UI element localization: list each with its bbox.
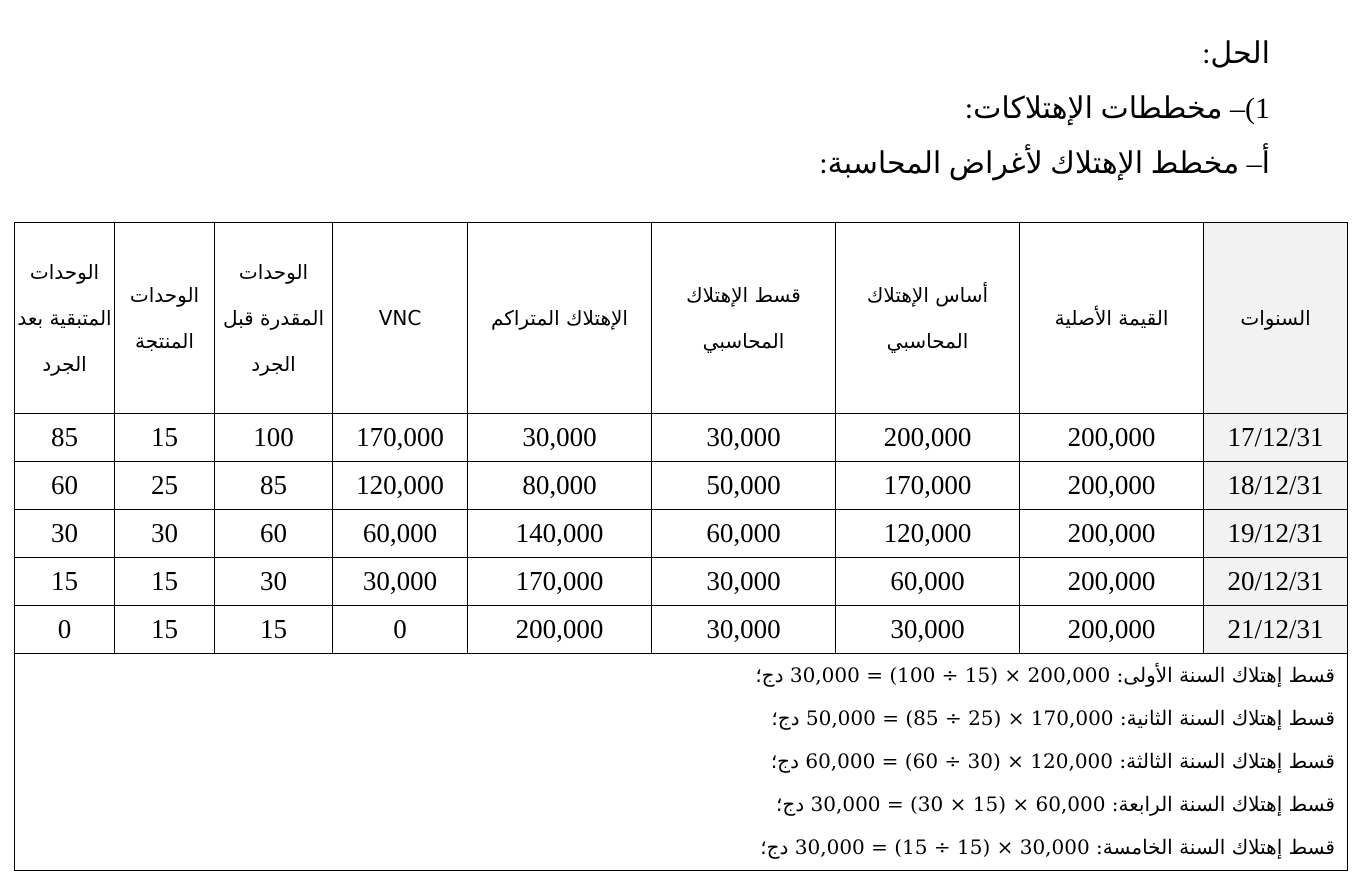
cell-original-value: 200,000 — [1020, 414, 1204, 462]
note-year-1: قسط إهتلاك السنة الأولى: 200,000 × (15 ÷ 100) = 30,000 دج؛ — [755, 663, 1335, 687]
cell-remaining-units: 85 — [15, 414, 115, 462]
cell-year: 17/12/31 — [1204, 414, 1348, 462]
cell-original-value: 200,000 — [1020, 558, 1204, 606]
cell-estimated-units: 30 — [215, 558, 333, 606]
cell-estimated-units: 100 — [215, 414, 333, 462]
cell-vnc: 30,000 — [333, 558, 468, 606]
cell-produced-units: 25 — [115, 462, 215, 510]
table-row — [15, 606, 1348, 654]
note-year-2: قسط إهتلاك السنة الثانية: 170,000 × (25 ÷ 85) = 50,000 دج؛ — [771, 706, 1335, 730]
cell-produced-units: 15 — [115, 606, 215, 654]
solution-heading: الحل: — [1202, 37, 1270, 70]
cell-accumulated-depreciation: 140,000 — [468, 510, 652, 558]
table-row — [15, 558, 1348, 606]
cell-accumulated-depreciation: 30,000 — [468, 414, 652, 462]
header-years: السنوات — [1204, 223, 1348, 414]
cell-remaining-units: 30 — [15, 510, 115, 558]
cell-accumulated-depreciation: 200,000 — [468, 606, 652, 654]
table-row — [15, 462, 1348, 510]
header-accumulated-depreciation: الإهتلاك المتراكم — [468, 223, 652, 414]
cell-original-value: 200,000 — [1020, 606, 1204, 654]
cell-produced-units: 30 — [115, 510, 215, 558]
cell-accumulated-depreciation: 80,000 — [468, 462, 652, 510]
cell-depreciation-base: 120,000 — [836, 510, 1020, 558]
cell-depreciation-base: 200,000 — [836, 414, 1020, 462]
cell-estimated-units: 85 — [215, 462, 333, 510]
cell-depreciation-base: 30,000 — [836, 606, 1020, 654]
cell-annual-depreciation: 30,000 — [652, 558, 836, 606]
note-year-3: قسط إهتلاك السنة الثالثة: 120,000 × (30 ÷ 60) = 60,000 دج؛ — [770, 749, 1335, 773]
header-estimated-units: الوحدات المقدرة قبل الجرد — [215, 223, 333, 414]
table-row — [15, 414, 1348, 462]
header-annual-depreciation: قسط الإهتلاك المحاسبي — [652, 223, 836, 414]
cell-annual-depreciation: 60,000 — [652, 510, 836, 558]
cell-remaining-units: 0 — [15, 606, 115, 654]
notes-row — [15, 654, 1348, 871]
cell-estimated-units: 60 — [215, 510, 333, 558]
header-depreciation-base: أساس الإهتلاك المحاسبي — [836, 223, 1020, 414]
cell-annual-depreciation: 30,000 — [652, 414, 836, 462]
cell-vnc: 120,000 — [333, 462, 468, 510]
cell-produced-units: 15 — [115, 414, 215, 462]
cell-remaining-units: 15 — [15, 558, 115, 606]
cell-year: 20/12/31 — [1204, 558, 1348, 606]
cell-vnc: 60,000 — [333, 510, 468, 558]
cell-year: 21/12/31 — [1204, 606, 1348, 654]
subsection-heading: أ– مخطط الإهتلاك لأغراض المحاسبة: — [819, 147, 1270, 180]
header-original-value: القيمة الأصلية — [1020, 223, 1204, 414]
calculation-notes — [15, 654, 1348, 871]
cell-depreciation-base: 170,000 — [836, 462, 1020, 510]
cell-original-value: 200,000 — [1020, 462, 1204, 510]
cell-remaining-units: 60 — [15, 462, 115, 510]
cell-vnc: 170,000 — [333, 414, 468, 462]
cell-year: 19/12/31 — [1204, 510, 1348, 558]
table-header-row — [15, 223, 1348, 414]
cell-produced-units: 15 — [115, 558, 215, 606]
header-vnc: VNC — [333, 223, 468, 414]
depreciation-table — [14, 222, 1348, 871]
cell-vnc: 0 — [333, 606, 468, 654]
cell-depreciation-base: 60,000 — [836, 558, 1020, 606]
section-heading: 1)– مخططات الإهتلاكات: — [964, 92, 1270, 125]
cell-accumulated-depreciation: 170,000 — [468, 558, 652, 606]
cell-original-value: 200,000 — [1020, 510, 1204, 558]
header-remaining-units: الوحدات المتبقية بعد الجرد — [15, 223, 115, 414]
cell-year: 18/12/31 — [1204, 462, 1348, 510]
cell-annual-depreciation: 30,000 — [652, 606, 836, 654]
header-produced-units: الوحدات المنتجة — [115, 223, 215, 414]
note-year-4: قسط إهتلاك السنة الرابعة: 60,000 × (15 × 30) = 30,000 دج؛ — [776, 792, 1335, 816]
note-year-5: قسط إهتلاك السنة الخامسة: 30,000 × (15 ÷ 15) = 30,000 دج؛ — [760, 835, 1335, 859]
cell-annual-depreciation: 50,000 — [652, 462, 836, 510]
table-row — [15, 510, 1348, 558]
cell-estimated-units: 15 — [215, 606, 333, 654]
